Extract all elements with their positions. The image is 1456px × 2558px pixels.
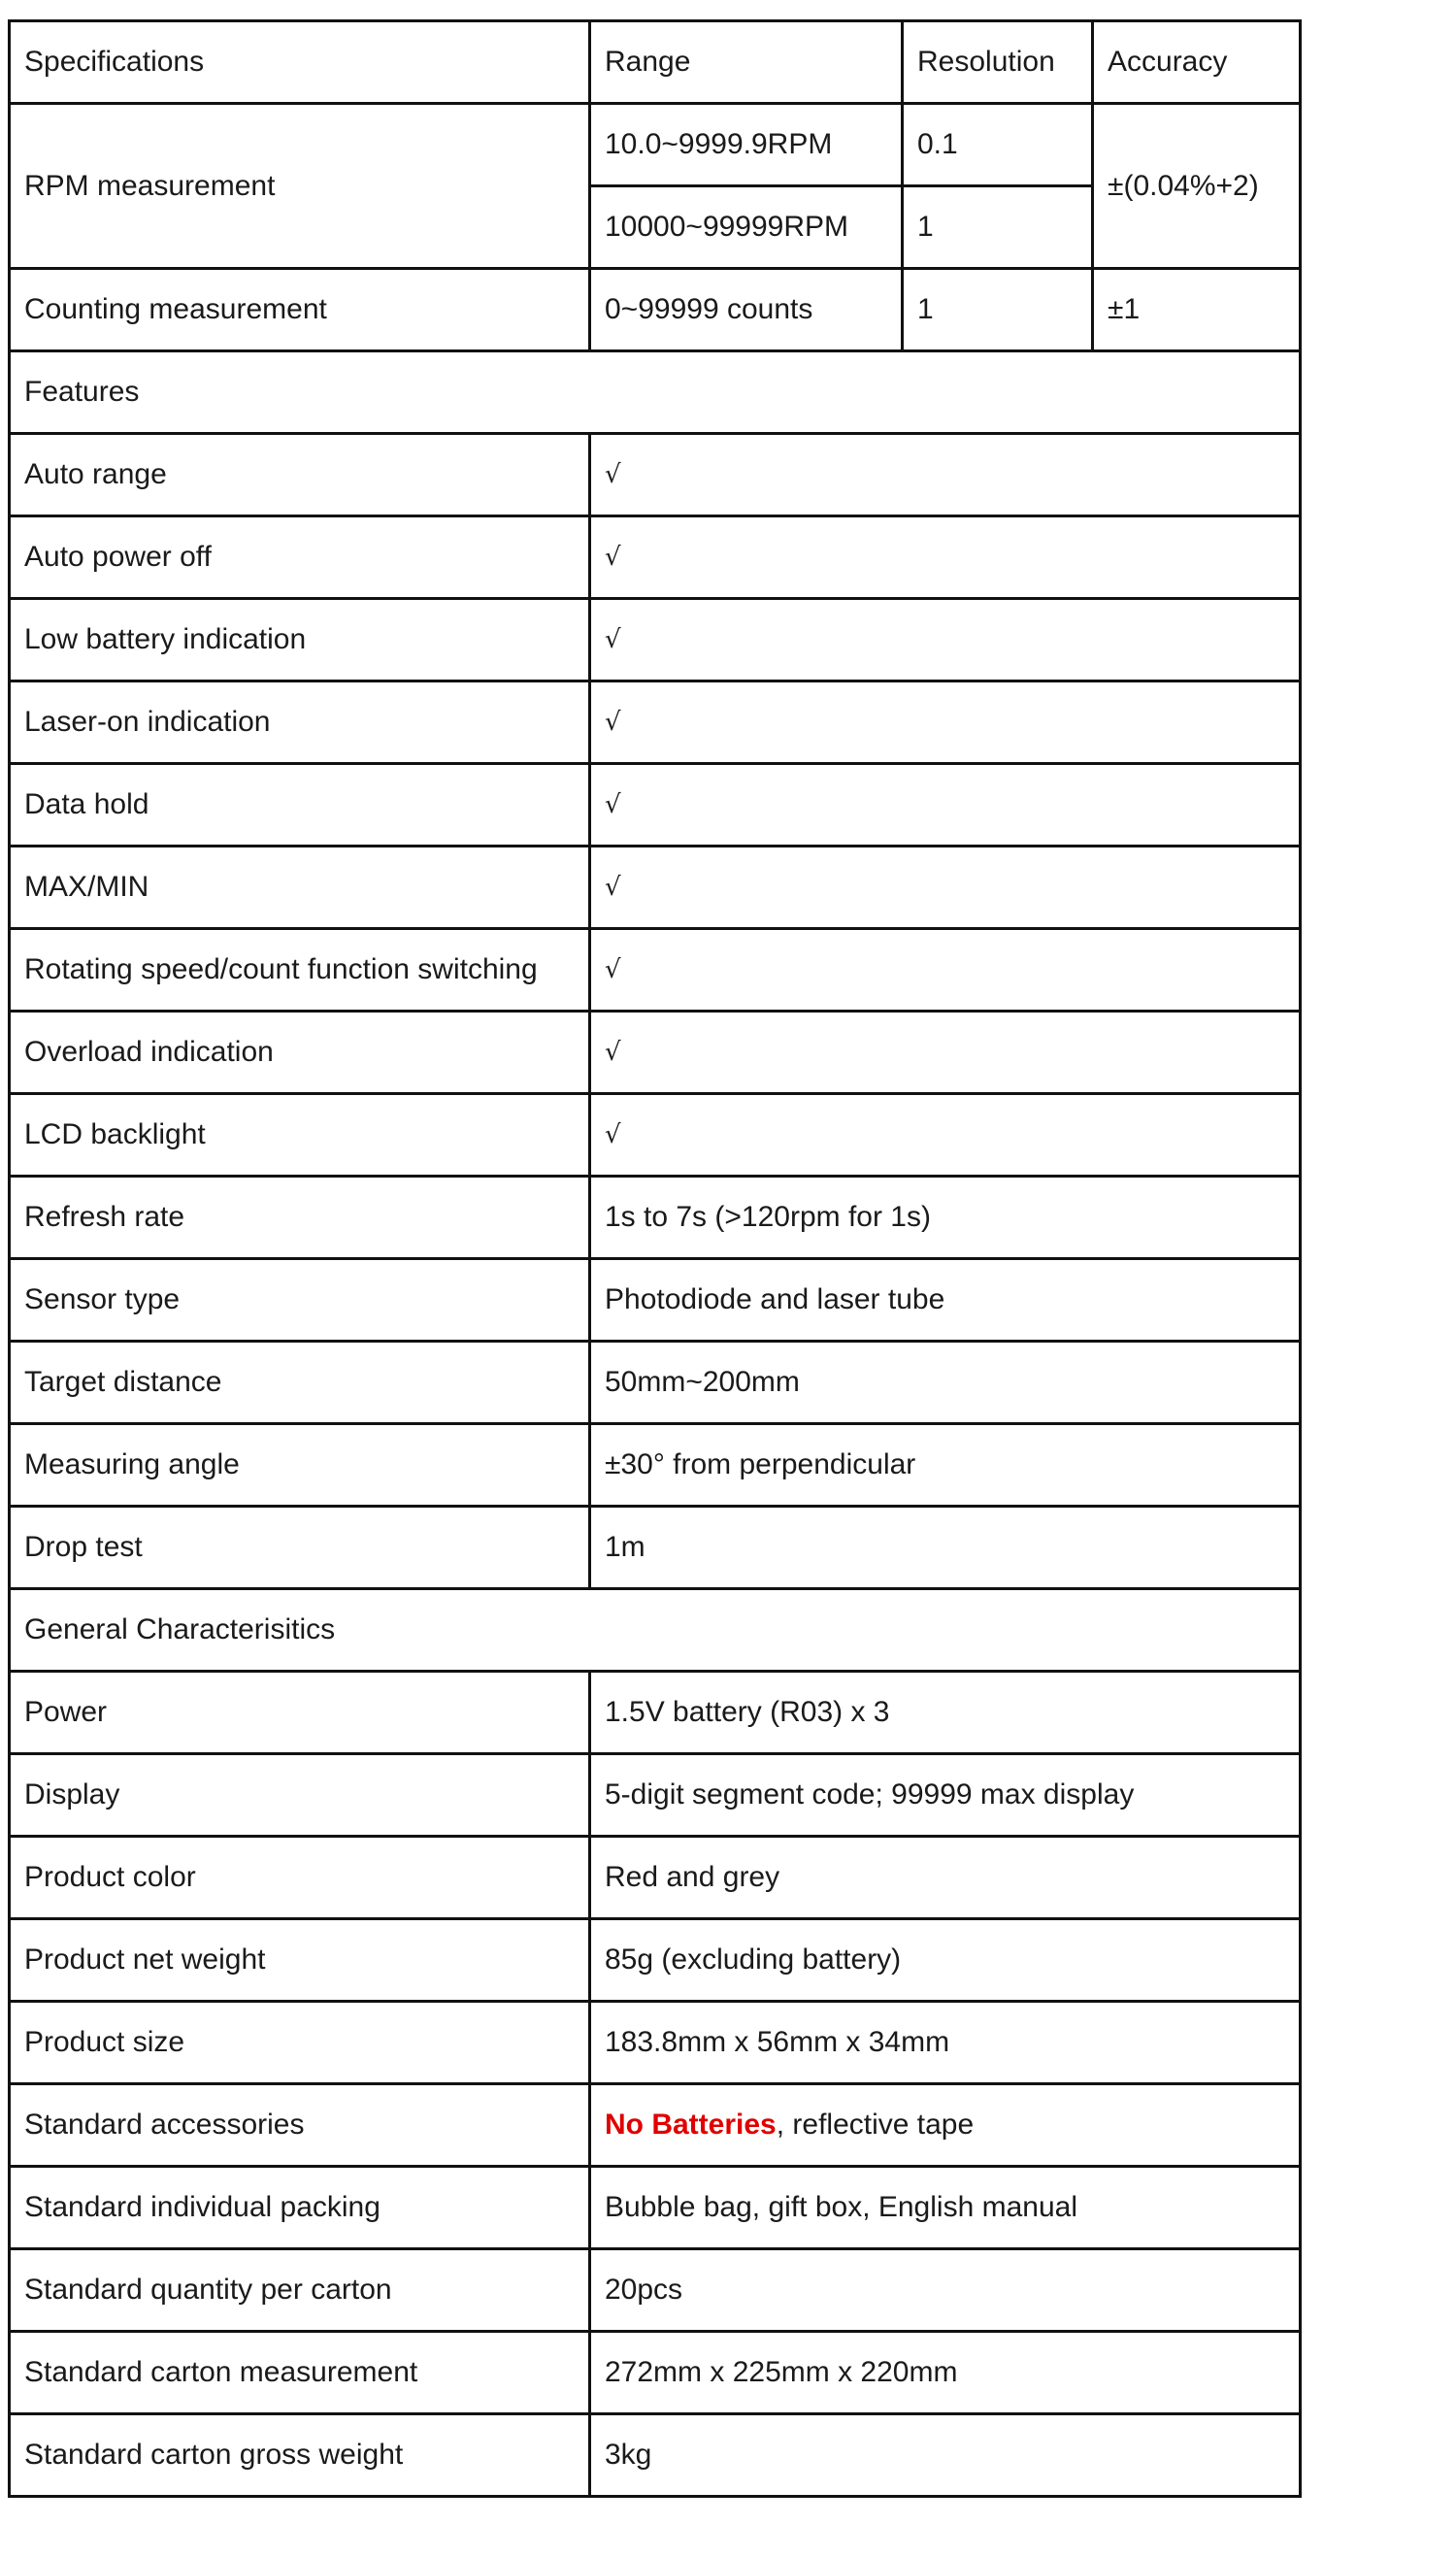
general-value: 1.5V battery (R03) x 3 <box>590 1672 1301 1754</box>
features-title-row <box>10 351 1301 434</box>
general-label: Power <box>10 1672 590 1754</box>
feature-row <box>10 847 1301 929</box>
general-label: Product size <box>10 2002 590 2084</box>
feature-row <box>10 516 1301 599</box>
feature-value: ±30° from perpendicular <box>590 1424 1301 1507</box>
no-batteries-warning: No Batteries <box>605 2109 777 2141</box>
feature-value: 50mm~200mm <box>590 1342 1301 1424</box>
feature-row <box>10 1507 1301 1589</box>
feature-value: √ <box>590 847 1301 929</box>
general-label: Standard carton gross weight <box>10 2414 590 2497</box>
general-value: 183.8mm x 56mm x 34mm <box>590 2002 1301 2084</box>
general-row <box>10 1837 1301 1919</box>
feature-label: Overload indication <box>10 1012 590 1094</box>
feature-value: 1m <box>590 1507 1301 1589</box>
feature-value: √ <box>590 1012 1301 1094</box>
general-label: Standard quantity per carton <box>10 2249 590 2332</box>
general-label: Standard carton measurement <box>10 2332 590 2414</box>
general-title-row <box>10 1589 1301 1672</box>
feature-row <box>10 929 1301 1012</box>
feature-row <box>10 599 1301 681</box>
accessories-row <box>10 2084 1301 2167</box>
feature-value: √ <box>590 516 1301 599</box>
general-value: 3kg <box>590 2414 1301 2497</box>
features-title: Features <box>10 351 1301 434</box>
accessories-value <box>590 2084 1301 2167</box>
feature-value: √ <box>590 1094 1301 1177</box>
feature-value: 1s to 7s (>120rpm for 1s) <box>590 1177 1301 1259</box>
header-specifications: Specifications <box>10 21 590 104</box>
feature-label: MAX/MIN <box>10 847 590 929</box>
general-value: Red and grey <box>590 1837 1301 1919</box>
general-label: Product color <box>10 1837 590 1919</box>
feature-label: Measuring angle <box>10 1424 590 1507</box>
general-row <box>10 1672 1301 1754</box>
feature-value: √ <box>590 929 1301 1012</box>
general-row <box>10 2002 1301 2084</box>
feature-row <box>10 1424 1301 1507</box>
accessories-label: Standard accessories <box>10 2084 590 2167</box>
feature-value: √ <box>590 434 1301 516</box>
accessories-rest: , reflective tape <box>776 2109 975 2141</box>
header-accuracy: Accuracy <box>1093 21 1301 104</box>
feature-label: Laser-on indication <box>10 681 590 764</box>
feature-row <box>10 764 1301 847</box>
feature-label: Sensor type <box>10 1259 590 1342</box>
header-range: Range <box>590 21 903 104</box>
counting-range: 0~99999 counts <box>590 269 903 351</box>
general-row <box>10 2249 1301 2332</box>
feature-row <box>10 1177 1301 1259</box>
feature-label: Rotating speed/count function switching <box>10 929 590 1012</box>
feature-label: LCD backlight <box>10 1094 590 1177</box>
general-value: 272mm x 225mm x 220mm <box>590 2332 1301 2414</box>
feature-label: Low battery indication <box>10 599 590 681</box>
general-value: Bubble bag, gift box, English manual <box>590 2167 1301 2249</box>
counting-label: Counting measurement <box>10 269 590 351</box>
general-row <box>10 1754 1301 1837</box>
general-title: General Characterisitics <box>10 1589 1301 1672</box>
rpm-resolution-2: 1 <box>903 186 1093 269</box>
feature-row <box>10 681 1301 764</box>
feature-label: Data hold <box>10 764 590 847</box>
general-label: Display <box>10 1754 590 1837</box>
general-value: 85g (excluding battery) <box>590 1919 1301 2002</box>
feature-row <box>10 434 1301 516</box>
rpm-row-1 <box>10 104 1301 186</box>
counting-row <box>10 269 1301 351</box>
header-row <box>10 21 1301 104</box>
feature-value: Photodiode and laser tube <box>590 1259 1301 1342</box>
counting-resolution: 1 <box>903 269 1093 351</box>
specifications-table <box>8 19 1302 2498</box>
general-row <box>10 2332 1301 2414</box>
feature-label: Refresh rate <box>10 1177 590 1259</box>
feature-row <box>10 1259 1301 1342</box>
feature-label: Auto range <box>10 434 590 516</box>
general-label: Product net weight <box>10 1919 590 2002</box>
feature-row <box>10 1094 1301 1177</box>
feature-row <box>10 1342 1301 1424</box>
feature-value: √ <box>590 681 1301 764</box>
general-value: 5-digit segment code; 99999 max display <box>590 1754 1301 1837</box>
rpm-accuracy: ±(0.04%+2) <box>1093 104 1301 269</box>
feature-row <box>10 1012 1301 1094</box>
feature-label: Drop test <box>10 1507 590 1589</box>
general-value: 20pcs <box>590 2249 1301 2332</box>
feature-value: √ <box>590 764 1301 847</box>
general-row <box>10 2414 1301 2497</box>
rpm-resolution-1: 0.1 <box>903 104 1093 186</box>
counting-accuracy: ±1 <box>1093 269 1301 351</box>
general-row <box>10 2167 1301 2249</box>
general-row <box>10 1919 1301 2002</box>
feature-label: Target distance <box>10 1342 590 1424</box>
rpm-range-2: 10000~99999RPM <box>590 186 903 269</box>
general-label: Standard individual packing <box>10 2167 590 2249</box>
feature-label: Auto power off <box>10 516 590 599</box>
header-resolution: Resolution <box>903 21 1093 104</box>
rpm-range-1: 10.0~9999.9RPM <box>590 104 903 186</box>
rpm-label: RPM measurement <box>10 104 590 269</box>
feature-value: √ <box>590 599 1301 681</box>
